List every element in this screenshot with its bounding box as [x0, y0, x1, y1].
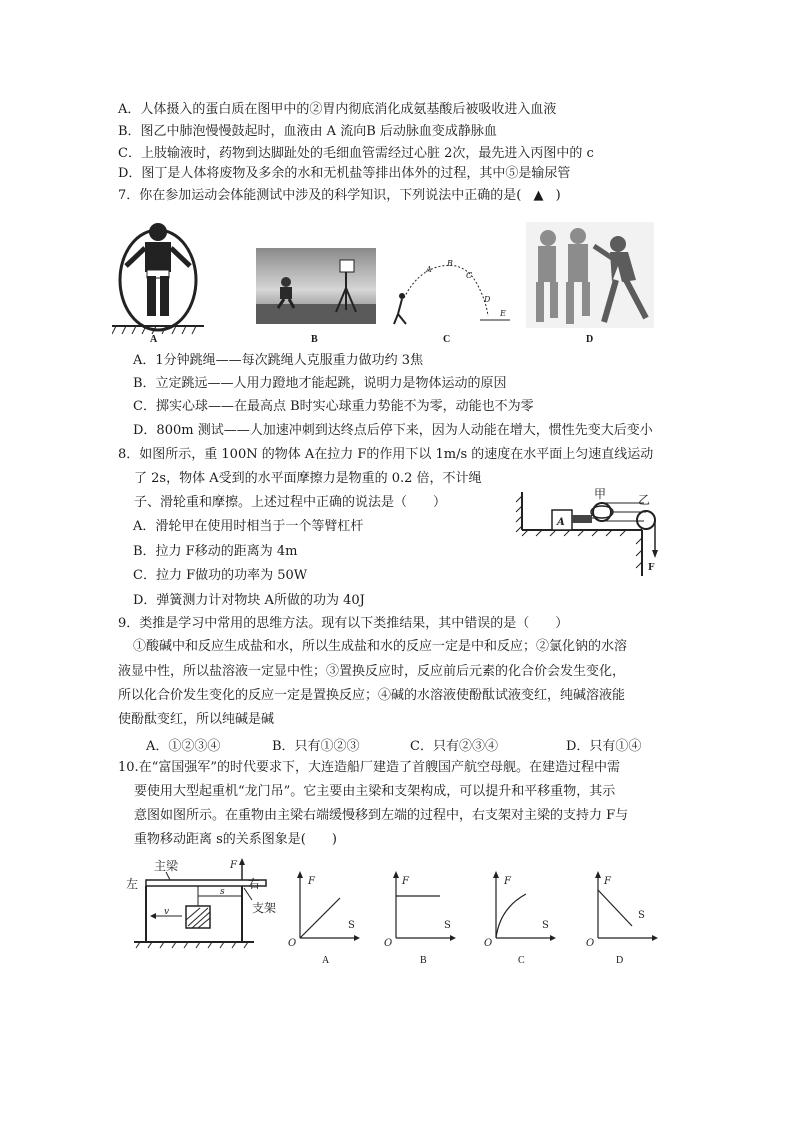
q10-stem-line-4: 重物移动距离 s的关系图象是( ): [134, 832, 337, 847]
q7-option-c: C．掷实心球——在最高点 B时实心球重力势能不为零，动能也不为零: [133, 399, 534, 414]
q7-figure-runners: [526, 222, 654, 328]
q10-distance-label: s: [220, 887, 225, 897]
q6-option-b: B．图乙中肺泡慢慢鼓起时，血液由 A 流向B 后动脉血变成静脉血: [118, 124, 497, 139]
q9-body-line-3: 所以化合价发生变化的反应一定是置换反应；④碱的水溶液使酚酞试液变红，纯碱溶液能: [118, 688, 626, 703]
q8-stem-line-3: 子、滑轮重和摩擦。上述过程中正确的说法是（ ）: [134, 495, 447, 510]
q8-force-label: F: [648, 563, 655, 573]
q10-graph-c: [484, 868, 556, 946]
q7-figure-label-a: A: [150, 334, 158, 345]
q8-option-c: C．拉力 F做功的功率为 50W: [133, 568, 308, 583]
q7-figure-rope-skipping: [112, 218, 204, 336]
q10-stem-line-1: 10.在“富国强军”的时代要求下，大连造船厂建造了首艘国产航空母舰。在建造过程中需: [118, 760, 620, 775]
q7-figure-label-d: D: [586, 334, 594, 345]
q10-graph-d-y-label: F: [604, 876, 611, 887]
q9-option-d: D．只有①④: [566, 739, 642, 754]
q8-pulley-jia-label: 甲: [594, 487, 607, 501]
q10-graph-a-y-label: F: [308, 876, 315, 887]
q7-trajectory-label-e: E: [500, 309, 506, 318]
q8-option-b: B．拉力 F移动的距离为 4m: [133, 544, 298, 559]
q10-graph-c-x-label: S: [542, 920, 549, 931]
q10-left-label: 左: [126, 877, 139, 891]
q7-trajectory-label-c: C: [466, 271, 473, 280]
q8-option-d: D．弹簧测力计对物块 A所做的功为 40J: [133, 593, 365, 608]
q6-option-c: C．上肢输液时，药物到达脚趾处的毛细血管需经过心脏 2次，最先进入丙图中的 c: [118, 146, 594, 161]
q10-graph-a-x-label: S: [348, 920, 355, 931]
q10-stem-line-2: 要使用大型起重机“龙门吊”。它主要由主梁和支架构成，可以提升和平移重物，其示: [134, 784, 616, 799]
q8-block-label: A: [557, 517, 565, 528]
q6-option-a: A．人体摄入的蛋白质在图甲中的②胃内彻底消化成氨基酸后被吸收进入血液: [118, 102, 557, 117]
q7-trajectory-label-a: A: [426, 265, 432, 274]
q10-graph-b-x-label: S: [444, 920, 451, 931]
q9-option-a: A．①②③④: [146, 739, 221, 754]
q10-graph-label-c: C: [518, 955, 525, 966]
q9-body-line-1: ①酸碱中和反应生成盐和水，所以生成盐和水的反应一定是中和反应；②氯化钠的水溶: [133, 639, 628, 654]
q7-trajectory-label-d: D: [484, 295, 491, 304]
q10-graph-d-x-label: S: [638, 910, 645, 921]
q9-option-b: B．只有①②③: [272, 739, 360, 754]
q7-option-b: B．立定跳远——人用力蹬地才能起跳，说明力是物体运动的原因: [133, 376, 507, 391]
q9-body-line-2: 液显中性，所以盐溶液一定显中性；③置换反应时，反应前后元素的化合价会发生变化，: [118, 664, 626, 679]
q6-option-d: D．图丁是人体将废物及多余的水和无机盐等排出体外的过程，其中⑤是输尿管: [118, 166, 571, 181]
q10-graph-a: [288, 868, 360, 946]
q7-figure-trajectory: [392, 252, 516, 328]
q7-stem: [118, 187, 561, 205]
q10-graph-d-origin-label: O: [586, 938, 595, 946]
q7-stem-text: 7．你在参加运动会体能测试中涉及的科学知识，下列说法中正确的是(: [118, 188, 522, 203]
q7-figure-label-b: B: [311, 334, 318, 345]
q9-option-c: C．只有②③④: [410, 739, 498, 754]
q10-right-label: 右: [248, 877, 261, 891]
q9-stem: 9．类推是学习中常用的思维方法。现有以下类推结果，其中错误的是（ ）: [118, 616, 569, 631]
q10-graph-b-y-label: F: [402, 876, 409, 887]
q10-graph-b: [384, 868, 456, 946]
q10-force-label: F: [230, 860, 237, 871]
q8-stem-line-1: 8．如图所示，重 100N 的物体 A在拉力 F的作用下以 1m/s 的速度在水平面上匀速直线运动: [118, 447, 654, 462]
q8-stem-line-2: 了 2s，物体 A受到的水平面摩擦力是物重的 0.2 倍，不计绳: [134, 471, 482, 486]
q10-beam-label: 主梁: [154, 859, 179, 873]
q7-answer-marker: ▲: [533, 188, 544, 203]
q7-option-a: A．1分钟跳绳——每次跳绳人克服重力做功约 3焦: [133, 353, 424, 368]
q8-pulley-figure: [514, 484, 674, 578]
q10-graph-label-b: B: [420, 955, 427, 966]
q7-figure-label-c: C: [443, 334, 451, 345]
q10-graph-a-origin-label: O: [288, 938, 297, 946]
q10-graph-label-d: D: [616, 955, 624, 966]
q7-stem-close: ): [555, 188, 561, 203]
q10-graph-b-origin-label: O: [384, 938, 393, 946]
q10-graph-label-a: A: [322, 955, 330, 966]
q10-velocity-label: v: [164, 907, 170, 917]
q9-body-line-4: 使酚酞变红，所以纯碱是碱: [118, 712, 275, 727]
q10-graph-d: [586, 868, 658, 946]
q10-graph-c-y-label: F: [504, 876, 511, 887]
q7-trajectory-label-b: B: [447, 259, 453, 268]
q7-option-d: D．800m 测试——人加速冲刺到达终点后停下来，因为人动能在增大，惯性先变大后变小: [133, 423, 653, 438]
q10-graph-c-origin-label: O: [484, 938, 493, 946]
q10-stem-line-3: 意图如图所示。在重物由主梁右端缓慢移到左端的过程中，右支架对主梁的支持力 F与: [134, 808, 629, 823]
q10-gantry-crane-figure: [124, 854, 288, 950]
q10-support-label: 支架: [252, 901, 277, 915]
q8-option-a: A．滑轮甲在使用时相当于一个等臂杠杆: [133, 519, 364, 534]
q7-figure-long-jump: [256, 248, 376, 324]
q8-pulley-yi-label: 乙: [638, 493, 651, 507]
